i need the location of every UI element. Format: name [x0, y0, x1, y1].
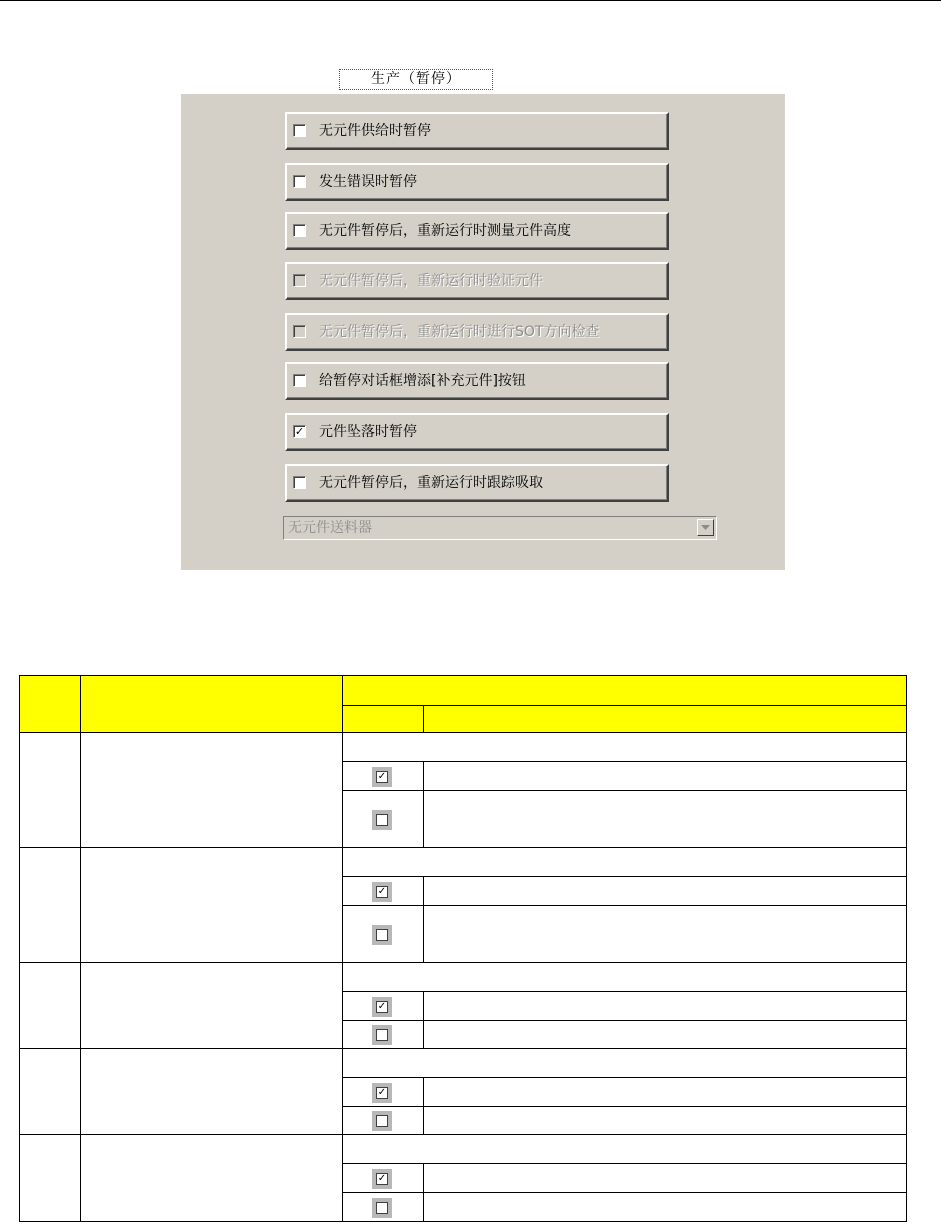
option-label: 无元件供给时暂停 — [319, 123, 431, 139]
table-border-bottom — [19, 1221, 907, 1222]
checkbox[interactable] — [293, 224, 306, 237]
checkbox-box: ✓ — [377, 1001, 387, 1012]
column-divider — [423, 1106, 424, 1134]
group-divider — [19, 1134, 907, 1135]
option-label: 发生错误时暂停 — [319, 174, 417, 190]
pause-settings-panel — [181, 94, 785, 570]
option-sot-direction-check-on-resume — [285, 313, 669, 351]
feeder-select — [283, 516, 717, 540]
checkbox-unchecked[interactable] — [372, 1025, 392, 1045]
checkbox — [293, 274, 306, 287]
checkbox-box: ✓ — [377, 886, 387, 897]
row-divider — [342, 790, 907, 791]
header-row-divider — [342, 705, 907, 706]
option-label: 无元件暂停后，重新运行时测量元件高度 — [319, 223, 571, 239]
column-divider — [423, 905, 424, 962]
row-divider — [342, 1106, 907, 1107]
column-divider — [423, 705, 424, 732]
checkbox-checked[interactable] — [372, 1169, 392, 1189]
column-divider — [423, 1077, 424, 1106]
checkbox-box: ✓ — [377, 1087, 387, 1098]
option-label: 元件坠落时暂停 — [319, 424, 417, 440]
table-header — [19, 675, 907, 732]
column-divider — [423, 761, 424, 790]
checkbox-unchecked[interactable] — [372, 925, 392, 945]
checkbox-box — [376, 1115, 388, 1127]
option-measure-height-on-resume[interactable] — [285, 212, 669, 250]
column-divider — [342, 675, 343, 1221]
column-divider — [80, 675, 81, 1221]
row-divider — [342, 1163, 907, 1164]
table-border-right — [906, 675, 907, 1222]
option-verify-component-on-resume — [285, 262, 669, 300]
row-divider — [342, 991, 907, 992]
checkbox-box: ✓ — [377, 1173, 387, 1184]
column-divider — [423, 876, 424, 905]
page-top-rule — [0, 0, 941, 1]
option-add-replenish-button[interactable] — [285, 362, 669, 400]
row-divider — [342, 1020, 907, 1021]
column-divider — [423, 991, 424, 1020]
row-divider — [342, 761, 907, 762]
option-label: 无元件暂停后，重新运行时跟踪吸取 — [319, 475, 543, 491]
option-pause-on-component-drop[interactable] — [285, 413, 669, 451]
checkbox-box — [376, 814, 388, 826]
checkbox-unchecked[interactable] — [372, 1198, 392, 1218]
column-divider — [423, 1163, 424, 1192]
checkbox[interactable] — [293, 374, 306, 387]
checkbox[interactable]: ✓ — [294, 425, 305, 438]
checkbox-checked[interactable] — [372, 997, 392, 1017]
option-label: 无元件暂停后，重新运行时验证元件 — [319, 273, 543, 289]
checkbox-checked[interactable] — [372, 1083, 392, 1103]
checkbox-box: ✓ — [377, 771, 387, 782]
group-divider — [19, 847, 907, 848]
checkbox[interactable] — [293, 476, 306, 489]
option-track-pickup-on-resume[interactable] — [285, 464, 669, 502]
checkbox-unchecked[interactable] — [372, 810, 392, 830]
option-label: 给暂停对话框增添[补充元件]按钮 — [319, 373, 526, 389]
checkbox-unchecked[interactable] — [372, 1111, 392, 1131]
group-box-title: 生产（暂停） — [339, 69, 493, 90]
column-divider — [423, 790, 424, 847]
table-border-top — [19, 675, 907, 676]
row-divider — [342, 905, 907, 906]
option-label: 无元件暂停后，重新运行时进行SOT方向检查 — [319, 324, 600, 340]
checkbox-checked[interactable] — [372, 882, 392, 902]
chevron-down-icon — [701, 525, 710, 530]
table-border-left — [19, 675, 20, 1221]
row-divider — [342, 876, 907, 877]
row-divider — [342, 1192, 907, 1193]
checkbox-box — [376, 1029, 388, 1041]
checkbox-checked[interactable] — [372, 767, 392, 787]
group-divider — [19, 1048, 907, 1049]
checkbox-box — [376, 1202, 388, 1214]
column-divider — [423, 1192, 424, 1221]
checkbox[interactable] — [293, 175, 306, 188]
dropdown-button — [697, 519, 714, 536]
option-pause-no-component-supply[interactable] — [285, 112, 669, 150]
option-pause-on-error[interactable] — [285, 163, 669, 201]
feeder-select-value: 无元件送料器 — [288, 520, 372, 536]
row-divider — [342, 1077, 907, 1078]
group-divider — [19, 962, 907, 963]
settings-table — [19, 675, 907, 1219]
column-divider — [423, 1020, 424, 1048]
checkbox-box — [376, 929, 388, 941]
group-divider — [19, 732, 907, 733]
checkbox[interactable] — [293, 124, 306, 137]
checkbox — [293, 325, 306, 338]
